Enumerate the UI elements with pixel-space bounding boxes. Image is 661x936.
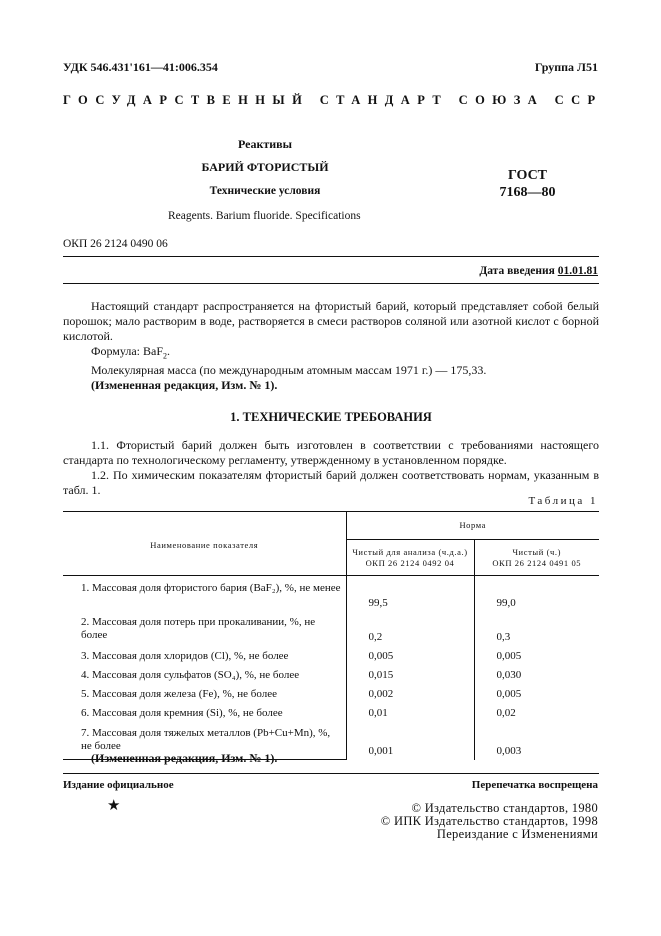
- copyright-1980: © Издательство стандартов, 1980: [411, 801, 598, 815]
- row-name: 3. Массовая доля хлоридов (Cl), %, не более: [81, 649, 289, 662]
- row-value-b: 0,3: [474, 612, 599, 646]
- table-row: [63, 612, 599, 646]
- grade-b-name: Чистый (ч.): [512, 546, 562, 557]
- row-value-a: 0,005: [346, 646, 474, 666]
- molecular-mass: Молекулярная масса (по международным атомным массам 1971 г.) — 175,33.: [91, 363, 487, 378]
- effective-date: [479, 265, 598, 277]
- row-name: 5. Массовая доля железа (Fe), %, не более: [81, 687, 277, 700]
- category-label: Реактивы: [237, 137, 293, 151]
- row-value-a: 0,001: [346, 723, 474, 760]
- divider: [63, 256, 599, 257]
- gost-label: ГОСТ: [507, 168, 548, 183]
- reprint-prohibited: Перепечатка воспрещена: [471, 779, 598, 791]
- table-row: [63, 646, 599, 666]
- gost-number: 7168—80: [499, 185, 556, 200]
- grade-a-okp: ОКП 26 2124 0492 04: [365, 557, 455, 568]
- row-value-b: 0,003: [474, 723, 599, 760]
- okp-code: ОКП 26 2124 0490 06: [63, 238, 168, 250]
- table-row: [63, 685, 599, 704]
- row-name: 1. Массовая доля фтористого бария (BaF₂), %, не менее: [81, 582, 341, 594]
- row-name: 2. Массовая доля потерь при прокаливании, %, не более: [81, 615, 316, 641]
- udc-code: УДК 546.431'161—41:006.354: [63, 60, 218, 74]
- section-heading: 1. ТЕХНИЧЕСКИЕ ТРЕБОВАНИЯ: [230, 410, 432, 424]
- copyright-block: [381, 802, 598, 841]
- document-title: БАРИЙ ФТОРИСТЫЙ: [201, 160, 329, 174]
- row-value-a: 99,5: [346, 576, 474, 612]
- formula-end: .: [167, 344, 171, 358]
- row-value-b: 99,0: [474, 576, 599, 612]
- row-name: 7. Массовая доля тяжелых металлов (Pb+Cu+Mn), %, не более: [63, 723, 346, 760]
- document-subtitle: Технические условия: [209, 185, 321, 197]
- amendment-note: (Измененная редакция, Изм. № 1).: [91, 378, 278, 393]
- header-grade-a: [346, 540, 474, 576]
- table-amendment-note: (Измененная редакция, Изм. № 1).: [91, 751, 278, 765]
- group-code: Группа Л51: [534, 60, 598, 74]
- clause-1-2: 1.2. По химическим показателям фтористый барий должен соответствовать нормам, указанным в табл. 1.: [63, 468, 599, 497]
- requirements-table: [63, 511, 599, 760]
- row-value-a: 0,2: [346, 612, 474, 646]
- row-name: 4. Массовая доля сульфатов (SO₄), %, не более: [81, 668, 300, 681]
- formula-line: [63, 344, 599, 363]
- header-norm: Норма: [346, 512, 599, 540]
- date-label: Дата введения: [479, 265, 555, 277]
- date-value: 01.01.81: [557, 265, 598, 277]
- divider: [63, 283, 599, 284]
- row-value-b: 0,030: [474, 666, 599, 685]
- table-row: [63, 704, 599, 723]
- header-indicator-name: Наименование показателя: [63, 512, 346, 576]
- copyright-1998: © ИПК Издательство стандартов, 1998: [380, 814, 598, 828]
- header-grade-b: [474, 540, 599, 576]
- formula-label: Формула: BaF: [91, 344, 164, 358]
- grade-b-okp: ОКП 26 2124 0491 05: [492, 557, 582, 568]
- intro-paragraph: Настоящий стандарт распространяется на фтористый барий, который представляет собой белый порошок; мало растворим в воде, растворяется в смеси растворов соляной или азотной кислот с борной кислотой.: [63, 299, 599, 343]
- table-caption: Таблица 1: [528, 495, 598, 507]
- intro-text: [63, 299, 599, 393]
- row-value-a: 0,015: [346, 666, 474, 685]
- formula-subscript: 2: [163, 351, 168, 361]
- section-text: [63, 438, 599, 498]
- row-value-b: 0,005: [474, 685, 599, 704]
- row-name: 6. Массовая доля кремния (Si), %, не более: [81, 706, 283, 719]
- table-row: [63, 576, 599, 612]
- divider: [63, 773, 599, 774]
- table-row: [63, 666, 599, 685]
- star-icon: ★: [107, 798, 121, 814]
- english-title: Reagents. Barium fluoride. Specifications: [168, 210, 361, 222]
- row-value-b: 0,005: [474, 646, 599, 666]
- official-edition: Издание официальное: [63, 779, 174, 791]
- clause-1-1: 1.1. Фтористый барий должен быть изготовлен в соответствии с требованиями настоящего стандарта по технологическому регламенту, утвержденному в установленном порядке.: [63, 438, 599, 467]
- row-value-b: 0,02: [474, 704, 599, 723]
- grade-a-name: Чистый для анализа (ч.д.а.): [352, 546, 468, 557]
- reissue-note: Переиздание с Изменениями: [436, 827, 598, 841]
- state-standard-banner: ГОСУДАРСТВЕННЫЙ СТАНДАРТ СОЮЗА ССР: [63, 93, 603, 107]
- row-value-a: 0,01: [346, 704, 474, 723]
- row-value-a: 0,002: [346, 685, 474, 704]
